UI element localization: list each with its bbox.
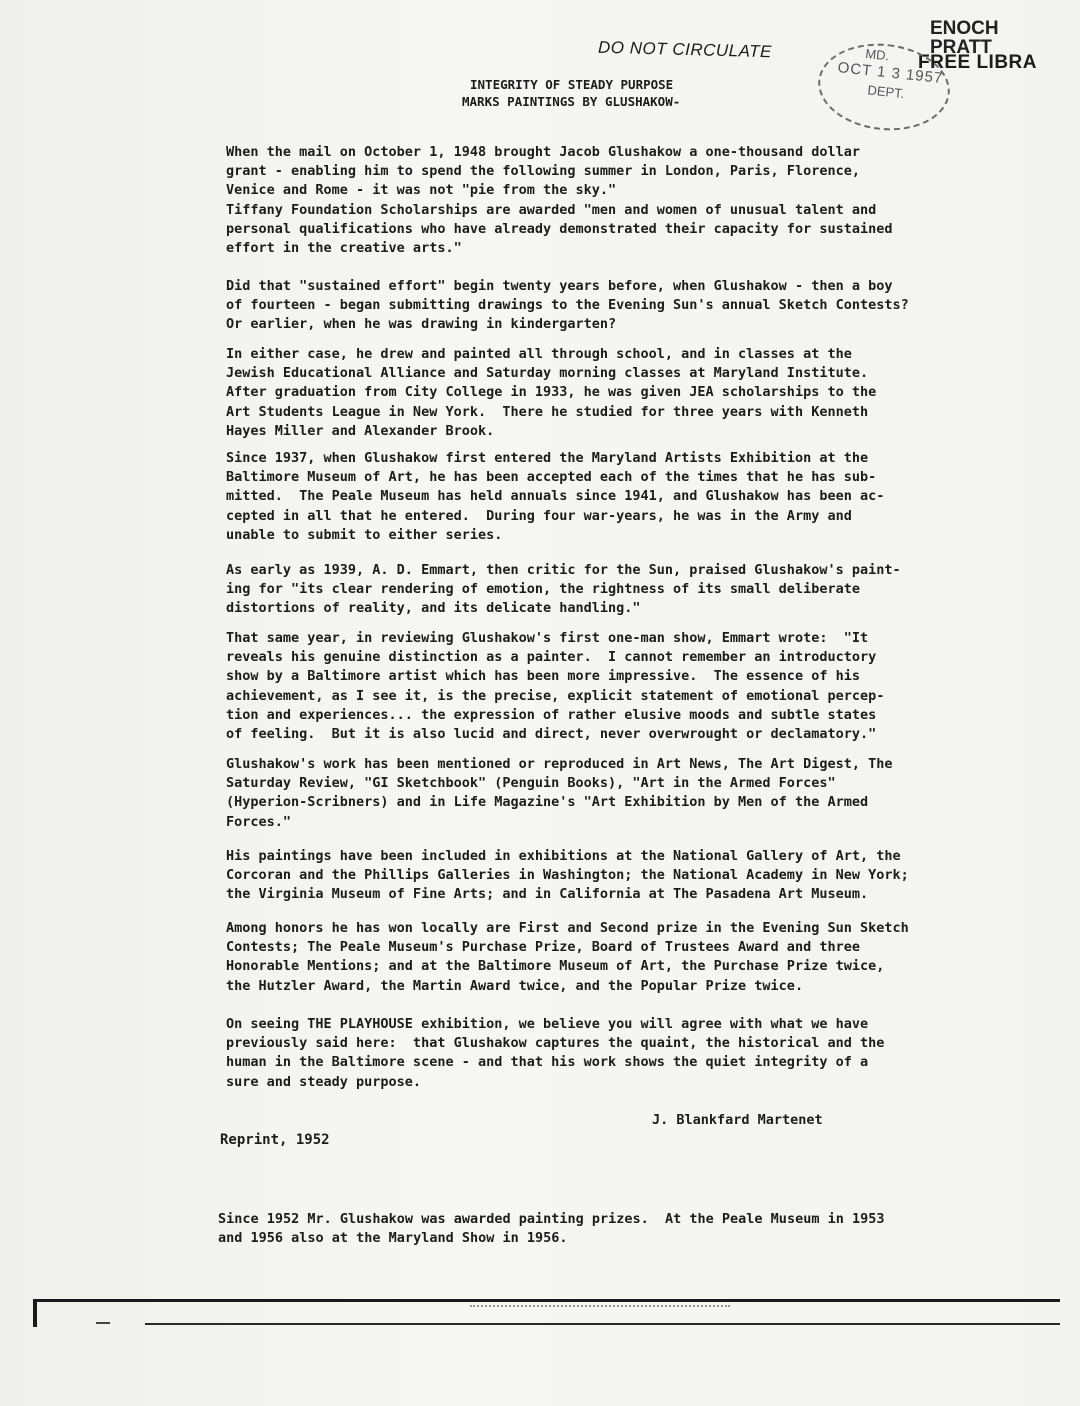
library-stamp-top bbox=[930, 18, 1030, 58]
date-stamp-bottom: DEPT. bbox=[866, 82, 906, 102]
paragraph-2: Tiffany Foundation Scholarships are awarded "men and women of unusual talent and personal qualifications who have already demonstrated their capacity for sustained effort in the creative arts." bbox=[226, 202, 893, 257]
author-signature: J. Blankfard Martenet bbox=[652, 1112, 823, 1128]
reprint-note: Reprint, 1952 bbox=[220, 1132, 330, 1148]
do-not-circulate-stamp: DO NOT CIRCULATE bbox=[597, 37, 773, 62]
article-title bbox=[462, 76, 752, 110]
postscript bbox=[218, 1210, 1018, 1248]
bottom-dash bbox=[96, 1322, 110, 1324]
postscript-text: Since 1952 Mr. Glushakow was awarded painting prizes. At the Peale Museum in 1953 and 1956 also at the Maryland Show in 1956. bbox=[218, 1211, 885, 1246]
paragraph-7: That same year, in reviewing Glushakow's first one-man show, Emmart wrote: "It reveals his genuine distinction as a painter. I cannot remember an introductory show by a Baltimore artist which has been more impressive. The essence of his achievement, as I see it, is the precise, explicit statement of emotional percep- tion and experiences... the expression of rather elusive moods and subtle states of feeling. But it is also lucid and direct, never overwrought or declamatory." bbox=[226, 630, 885, 743]
date-stamp-top: MD. bbox=[864, 45, 890, 64]
paragraph-1: When the mail on October 1, 1948 brought Jacob Glushakow a one-thousand dollar grant - enabling him to spend the following summer in London, Paris, Florence, Venice and Rome - it was not "pie from the sky." bbox=[226, 144, 860, 199]
paragraph-4: In either case, he drew and painted all through school, and in classes at the Jewish Educational Alliance and Saturday morning classes at Maryland Institute. After graduation from City College in 1933, he was given JEA scholarships to the Art Students League in New York. There he studied for three years with Kenneth Hayes Miller and Alexander Brook. bbox=[226, 346, 877, 439]
bottom-edge-mark bbox=[33, 1299, 37, 1327]
paragraph-10: Among honors he has won locally are First and Second prize in the Evening Sun Sketch Contests; The Peale Museum's Purchase Prize, Board of Trustees Award and three Honorable Mentions; and at the Baltimore Museum of Art, the Purchase Prize twice, the Hutzler Award, the Martin Award twice, and the Popular Prize twice. bbox=[226, 920, 909, 994]
paragraph-3: Did that "sustained effort" begin twenty years before, when Glushakow - then a boy of fourteen - began submitting drawings to the Evening Sun's annual Sketch Contests? Or earlier, when he was drawing in kindergarten? bbox=[226, 278, 909, 333]
paragraph-9: His paintings have been included in exhibitions at the National Gallery of Art, the Corcoran and the Phillips Galleries in Washington; the National Academy in New York; the Virginia Museum of Fine Arts; and in California at The Pasadena Art Museum. bbox=[226, 848, 909, 903]
title-line-1: INTEGRITY OF STEADY PURPOSE bbox=[470, 77, 674, 92]
paragraph-6: As early as 1939, A. D. Emmart, then critic for the Sun, praised Glushakow's paint- ing for "its clear rendering of emotion, the rightness of its small deliberate distortions of reality, and its delicate handling." bbox=[226, 562, 901, 617]
paragraph-5: Since 1937, when Glushakow first entered the Maryland Artists Exhibition at the Baltimore Museum of Art, he has been accepted each of the times that he has sub- mitted. The Peale Museum has held annuals since 1941, and Glushakow has been ac- cepted in all that he entered. During four war-years, he was in the Army and unable to submit to either series. bbox=[226, 450, 885, 543]
library-stamp-top-text: ENOCH PRATT bbox=[930, 18, 999, 58]
bottom-rule-upper bbox=[34, 1299, 1060, 1302]
title-line-2: MARKS PAINTINGS BY GLUSHAKOW- bbox=[462, 94, 681, 109]
library-stamp: FREE LIBRA bbox=[918, 52, 1037, 73]
bottom-dotted-rule bbox=[470, 1305, 730, 1317]
paragraph-11: On seeing THE PLAYHOUSE exhibition, we believe you will agree with what we have previously said here: that Glushakow captures the quaint, the historical and the human in the Baltimore scene - and that his work shows the quiet integrity of a sure and steady purpose. bbox=[226, 1016, 885, 1090]
bottom-rule-lower bbox=[145, 1323, 1060, 1325]
paragraph-8: Glushakow's work has been mentioned or reproduced in Art News, The Art Digest, The Saturday Review, "GI Sketchbook" (Penguin Books), "Art in the Armed Forces" (Hyperion-Scribners) and in Life Magazine's "Art Exhibition by Men of the Armed Forces." bbox=[226, 756, 893, 830]
date-stamp-date: OCT 1 3 1957 bbox=[836, 59, 945, 88]
